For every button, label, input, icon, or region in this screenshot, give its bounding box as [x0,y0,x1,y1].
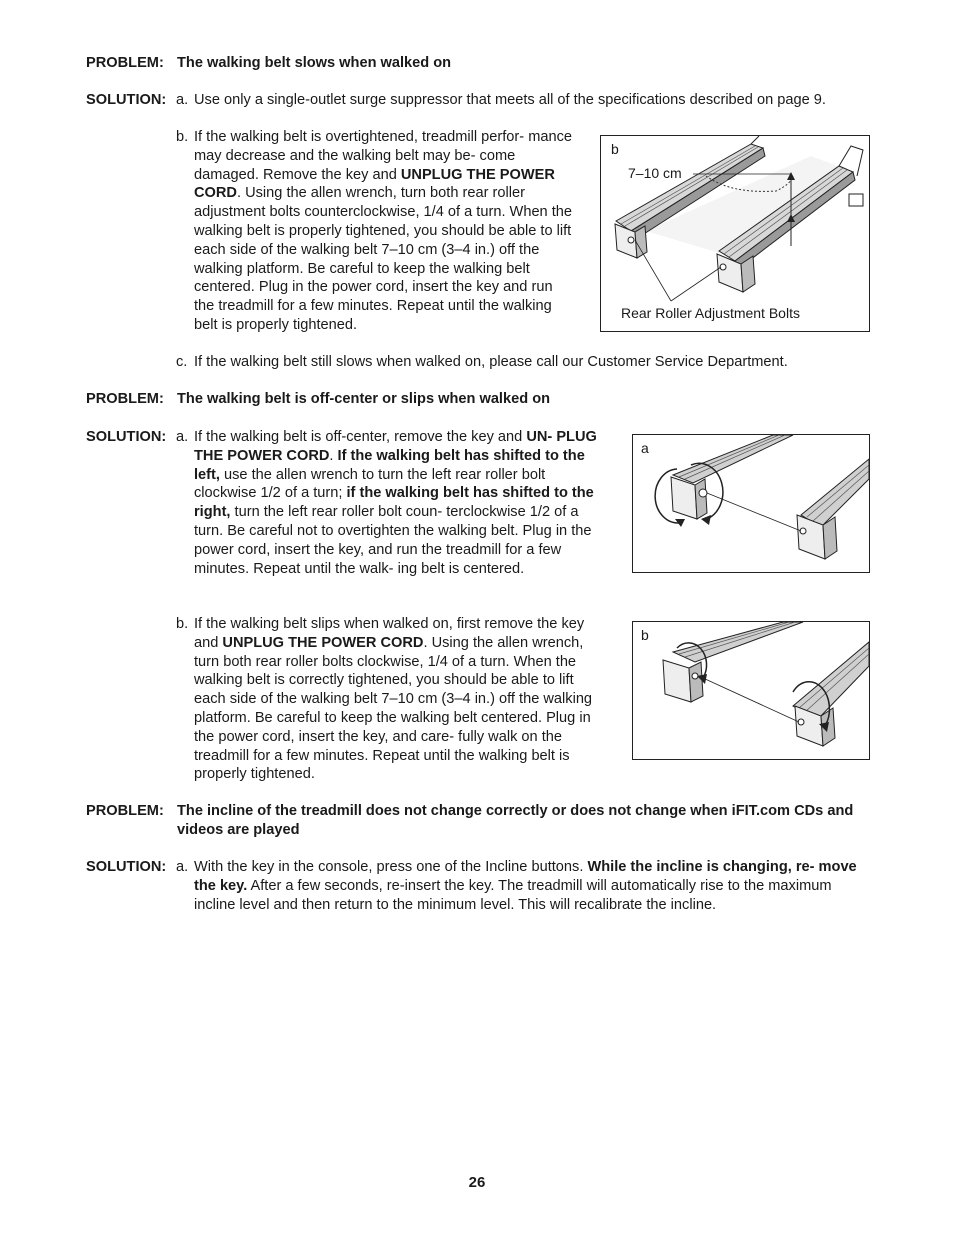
item-number: a. [176,859,189,875]
item-text: If the walking belt is overtightened, treadmill perfor- mance may decrease and the walking belt may be- come damaged. Remove the key and UNPLUG THE POWER CORD. Using the allen wrench, turn both rear roller adjustment bolts counterclockwise, 1/4 of a turn. When the walking belt is properly tightened, you should be able to lift each side of the walking belt 7–10 cm (3–4 in.) off the walking platform. Be careful to keep the walking belt centered. Plug in the power cord, insert the key and run the treadmill for a few minutes. Repeat until the walking belt is properly tightened. [194,129,573,333]
figure-caption: Rear Roller Adjustment Bolts [621,305,800,321]
figure-letter: b [641,627,649,643]
both-bolts-rotation-illustration [633,622,871,761]
item-text: With the key in the console, press one of the Incline buttons. While the incline is changing, re- move the key. After a few seconds, re-insert the key. The treadmill will automatically rise to the maximum incline level and then return to the minimum level. This will recalibrate the incline. [194,859,857,913]
problem-title: The incline of the treadmill does not change correctly or does not change when iFIT.com CDs and videos are played [177,803,854,838]
measure-label: 7–10 cm [628,165,682,181]
item-number: a. [176,92,189,108]
item-text: If the walking belt still slows when walked on, please call our Customer Service Department. [194,354,788,370]
problem-title: The walking belt is off-center or slips when walked on [177,391,551,407]
item-number: b. [176,616,189,632]
page-number: 26 [468,1174,486,1191]
solution-item-b [176,615,600,784]
figure-letter: b [611,141,619,157]
item-text: If the walking belt slips when walked on, first remove the key and UNPLUG THE POWER CORD. Using the allen wrench, turn both rear roller bolts clockwise, 1/4 of a turn. When the walking belt is correctly tightened, you should be able to lift each side of the walking belt 7–10 cm (3–4 in.) off the walking platform. Be careful to keep the walking belt centered. Plug in the power cord, insert the key, and care- fully walk on the treadmill for a few minutes. Repeat until the walking belt is properly tightened. [194,616,593,783]
problem-label: PROBLEM: [86,803,164,819]
figure-belt-centering [632,434,870,573]
figure-belt-tension [600,135,870,332]
item-number: b. [176,129,189,145]
solution-item-a [176,91,876,110]
solution-item-a [176,858,866,914]
roller-bolt-rotation-illustration [633,435,871,574]
solution-item-b [176,128,572,335]
solution-item-c [176,353,876,372]
item-number: a. [176,429,189,445]
solution-item-a [176,428,600,578]
problem-label: PROBLEM: [86,391,164,407]
item-number: c. [176,354,188,370]
item-text: Use only a single-outlet surge suppressor that meets all of the specifications described on page 9. [194,92,826,108]
figure-belt-tightening [632,621,870,760]
solution-label: SOLUTION: [86,92,167,108]
item-text: If the walking belt is off-center, remove the key and UN- PLUG THE POWER CORD. If the walking belt has shifted to the left, use the allen wrench to turn the left rear roller bolt clockwise 1/2 of a turn; if the walking belt has shifted to the right, turn the left rear roller bolt coun- terclockwise 1/2 of a turn. Be careful not to overtighten the walking belt. Plug in the power cord, insert the key, and run the treadmill for a few minutes. Repeat until the walk- ing belt is centered. [194,429,597,577]
problem-title: The walking belt slows when walked on [177,55,452,71]
solution-label: SOLUTION: [86,859,167,875]
problem-label: PROBLEM: [86,55,164,71]
solution-label: SOLUTION: [86,429,167,445]
figure-letter: a [641,440,649,456]
